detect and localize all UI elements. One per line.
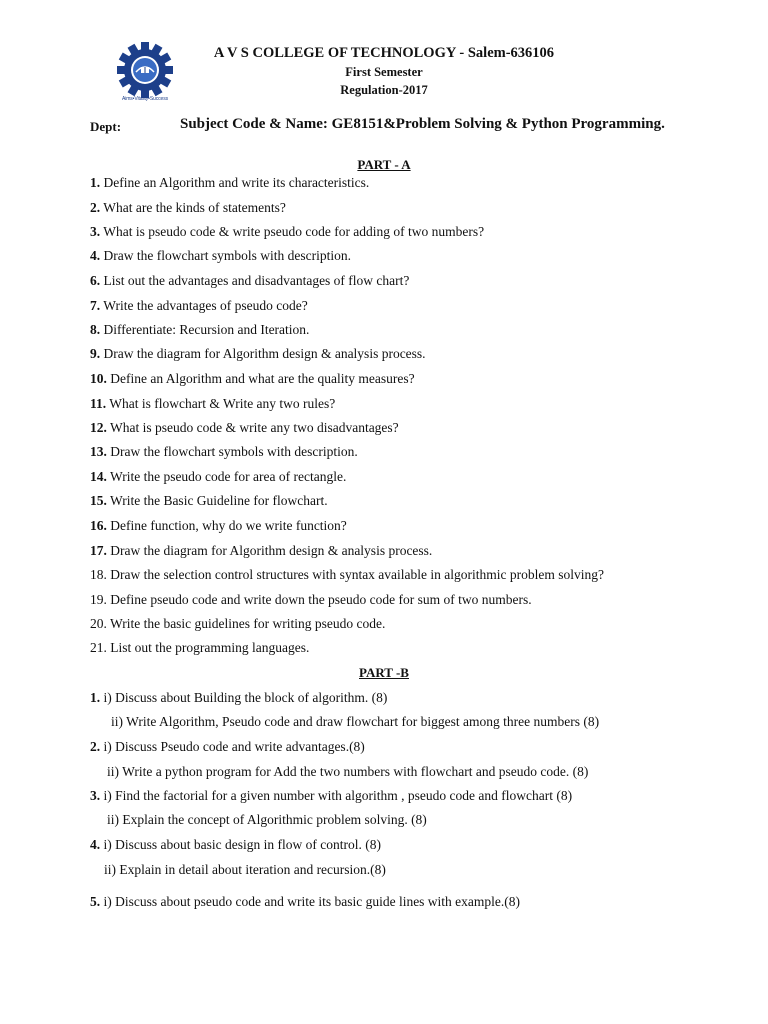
part-a-question: 12. What is pseudo code & write any two disadvantages? xyxy=(90,420,399,435)
part-a-question: 6. List out the advantages and disadvantages of flow chart? xyxy=(90,273,410,288)
part-b-subquestion: ii) Write a python program for Add the two numbers with flowchart and pseudo code. (8) xyxy=(107,764,589,779)
semester: First Semester xyxy=(345,65,423,79)
part-a-heading: PART - A xyxy=(357,157,411,172)
regulation: Regulation-2017 xyxy=(340,83,428,97)
part-b-question: 5. i) Discuss about pseudo code and write its basic guide lines with example.(8) xyxy=(90,894,521,909)
part-a-question: 3. What is pseudo code & write pseudo code for adding of two numbers? xyxy=(90,224,485,239)
logo-caption: Aims•Vitality•Success xyxy=(121,96,169,102)
part-a-question: 15. Write the Basic Guideline for flowchart. xyxy=(90,493,328,508)
part-a-question: 21. List out the programming languages. xyxy=(90,640,310,655)
dept-label: Dept: xyxy=(90,119,122,134)
part-a-question: 4. Draw the flowchart symbols with description. xyxy=(90,248,351,263)
part-a-question: 2. What are the kinds of statements? xyxy=(90,200,286,215)
subject-title: Subject Code & Name: GE8151&Problem Solving & Python Programming. xyxy=(180,116,665,132)
part-a-question: 11. What is flowchart & Write any two rules? xyxy=(90,396,336,411)
part-b-question: 1. i) Discuss about Building the block of algorithm. (8) xyxy=(90,690,388,705)
part-b-subquestion: ii) Explain the concept of Algorithmic problem solving. (8) xyxy=(107,812,427,827)
part-a-question: 18. Draw the selection control structures with syntax available in algorithmic problem solving? xyxy=(90,567,604,582)
part-b-question: 3. i) Find the factorial for a given number with algorithm , pseudo code and flowchart (8) xyxy=(90,788,573,803)
part-a-question: 19. Define pseudo code and write down the pseudo code for sum of two numbers. xyxy=(90,592,532,607)
part-a-question: 14. Write the pseudo code for area of rectangle. xyxy=(90,469,347,484)
part-b-question: 4. i) Discuss about basic design in flow of control. (8) xyxy=(90,837,381,852)
part-b-heading: PART -B xyxy=(359,665,409,680)
part-a-question: 16. Define function, why do we write function? xyxy=(90,518,347,533)
part-a-question: 13. Draw the flowchart symbols with description. xyxy=(90,444,358,459)
part-a-question: 8. Differentiate: Recursion and Iteration. xyxy=(90,322,310,337)
part-b-question: 2. i) Discuss Pseudo code and write advantages.(8) xyxy=(90,739,365,754)
part-a-question: 7. Write the advantages of pseudo code? xyxy=(90,298,308,313)
part-a-question: 10. Define an Algorithm and what are the quality measures? xyxy=(90,371,415,386)
part-b-subquestion: ii) Write Algorithm, Pseudo code and draw flowchart for biggest among three numbers (8) xyxy=(111,714,600,729)
part-a-question: 9. Draw the diagram for Algorithm design & analysis process. xyxy=(90,346,426,361)
part-a-question: 17. Draw the diagram for Algorithm design & analysis process. xyxy=(90,543,433,558)
part-b-subquestion: ii) Explain in detail about iteration and recursion.(8) xyxy=(104,862,386,877)
college-name: A V S COLLEGE OF TECHNOLOGY - Salem-636106 xyxy=(213,45,555,61)
part-a-question: 20. Write the basic guidelines for writing pseudo code. xyxy=(90,616,386,631)
part-a-question: 1. Define an Algorithm and write its characteristics. xyxy=(90,175,370,190)
